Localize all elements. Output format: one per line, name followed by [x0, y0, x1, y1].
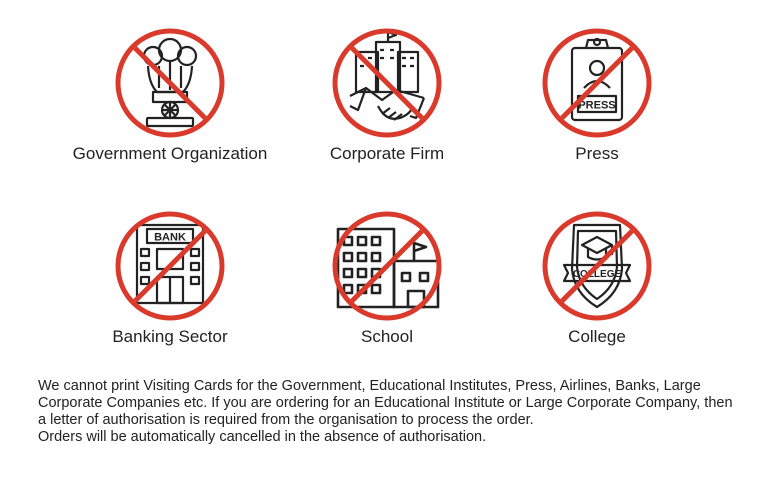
category-label: College	[568, 327, 626, 346]
notice-cancellation: Orders will be automatically cancelled in the absence of authorisation.	[38, 429, 487, 445]
press-badge-text: PRESS	[578, 99, 616, 112]
category-label: Banking Sector	[112, 327, 228, 346]
category-press	[472, 26, 722, 164]
category-label: Government Organization	[72, 144, 268, 163]
bank-icon	[113, 209, 227, 323]
category-label: Press	[575, 144, 619, 163]
bank-sign-text: BANK	[154, 231, 186, 244]
school-building-icon	[330, 209, 444, 323]
emblem-icon	[113, 26, 227, 140]
category-label: School	[361, 327, 413, 346]
college-shield-icon	[540, 209, 654, 323]
category-government	[45, 26, 295, 164]
handshake-icon	[330, 26, 444, 140]
press-badge-icon	[540, 26, 654, 140]
category-label: Corporate Firm	[329, 144, 445, 163]
category-banking	[45, 209, 295, 347]
notice-paragraph: We cannot print Visiting Cards for the Government, Educational Institutes, Press, Airlines, Banks, Large Corporate Companies etc. If you are ordering for an Educational Institute or Large Corporate Company, then a letter of authorisation is required from the organisation to process the order.	[38, 378, 733, 428]
authorisation-notice	[38, 378, 738, 446]
college-ribbon-text: COLLEGE	[572, 269, 622, 280]
category-college	[472, 209, 722, 347]
